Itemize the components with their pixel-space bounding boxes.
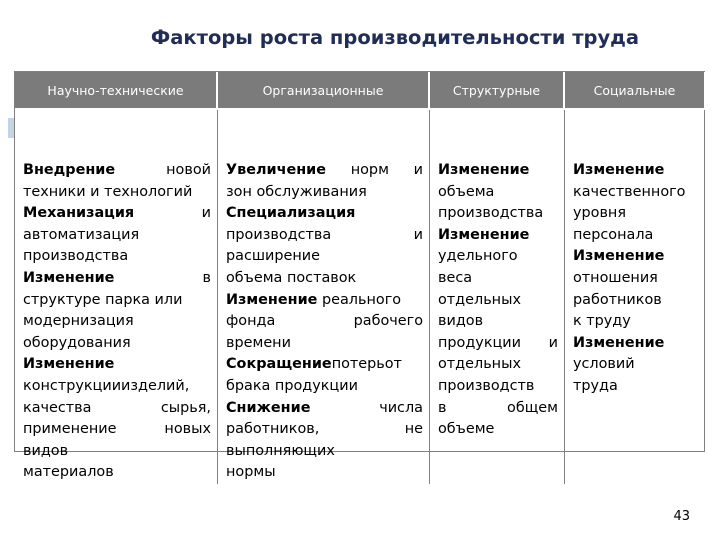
text-line: Механизация и [23, 205, 211, 222]
text-line: применение новых [23, 421, 211, 438]
text-line: Изменение [573, 248, 665, 265]
header-structural: Структурные [430, 72, 565, 110]
header-social: Социальные [565, 72, 706, 110]
cell-structural [430, 110, 565, 484]
text-line: материалов [23, 464, 114, 481]
text-line: времени [226, 334, 291, 351]
text-line: условий [573, 356, 635, 373]
text-line: продукции и [438, 334, 558, 351]
slide-title: Факторы роста производительности труда [150, 26, 640, 49]
text-line: расширение [226, 248, 320, 265]
cell-scientific-technical [15, 110, 218, 484]
text-line: техники и технологий [23, 183, 193, 200]
text-line: оборудования [23, 334, 131, 351]
text-line: зон обслуживания [226, 183, 367, 200]
text-line: производства и [226, 226, 423, 243]
text-line: Изменение [573, 334, 665, 351]
text-line: уровня [573, 205, 627, 222]
text-line: объеме [438, 421, 495, 438]
text-line: автоматизация [23, 226, 140, 243]
text-line: к труду [573, 313, 631, 330]
text-line: видов [23, 442, 69, 459]
cell-organizational [218, 110, 430, 484]
text-line: конструкцииизделий, [23, 377, 190, 394]
text-line: производств [438, 377, 535, 394]
factors-table [14, 71, 705, 481]
text-line: качественного [573, 183, 686, 200]
header-scientific-technical: Научно-технические [15, 72, 218, 110]
text-line: Изменение [23, 356, 115, 373]
text-line: отношения [573, 269, 658, 286]
text-line: выполняющих [226, 442, 335, 459]
text-line: работников [573, 291, 662, 308]
text-line: Изменение реального [226, 291, 402, 308]
text-line: труда [573, 377, 618, 394]
text-line: модернизация [23, 313, 134, 330]
text-line: в общем [438, 399, 558, 416]
text-line: работников, не [226, 421, 423, 438]
text-line: веса [438, 269, 473, 286]
text-line: Изменение [438, 162, 530, 178]
text-line: удельного [438, 248, 518, 265]
text-line: производства [23, 248, 129, 265]
text-line: объема [438, 183, 495, 200]
text-line: Изменение [438, 226, 530, 243]
header-organizational: Организационные [218, 72, 430, 110]
text-line: производства [438, 205, 544, 222]
page-number: 43 [673, 509, 690, 524]
text-line: Изменение в [23, 269, 211, 286]
text-line: фонда рабочего [226, 313, 423, 330]
text-line: Увеличение норм и [226, 162, 423, 178]
text-line: персонала [573, 226, 654, 243]
text-line: Изменение [573, 162, 665, 178]
text-line: структуре парка или [23, 291, 183, 308]
text-line: Снижение числа [226, 399, 423, 416]
text-line: отдельных [438, 356, 521, 373]
text-line: брака продукции [226, 377, 358, 394]
text-line: Внедрение новой [23, 162, 211, 178]
cell-social [565, 110, 706, 484]
text-line: Специализация [226, 205, 356, 222]
text-line: видов [438, 313, 484, 330]
text-line: нормы [226, 464, 276, 481]
text-line: объема поставок [226, 269, 357, 286]
text-line: отдельных [438, 291, 521, 308]
text-line: качества сырья, [23, 399, 211, 416]
text-line: Сокращениепотерьот [226, 356, 402, 373]
